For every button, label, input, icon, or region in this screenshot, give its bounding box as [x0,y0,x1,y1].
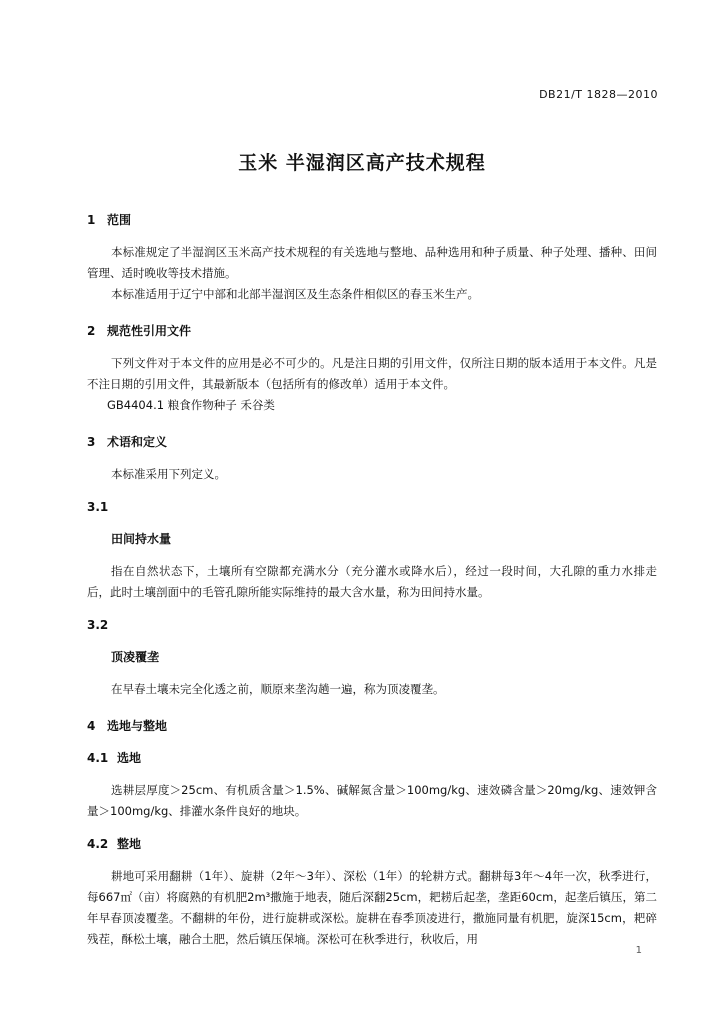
page-number: 1 [635,945,642,956]
subsection-4-2-heading [87,834,657,854]
section-number: 2 [87,324,96,338]
section-title: 规范性引用文件 [107,324,192,338]
normative-reference: GB4404.1 粮食作物种子 禾谷类 [107,398,275,412]
paragraph: 下列文件对于本文件的应用是必不可少的。凡是注日期的引用文件，仅所注日期的版本适用于本文件。凡是不注日期的引用文件，其最新版本（包括所有的修改单）适用于本文件。 [87,356,657,391]
paragraph: 本标准规定了半湿润区玉米高产技术规程的有关选地与整地、品种选用和种子质量、种子处理、播种、田间管理、适时晚收等技术措施。 [87,245,657,280]
section-2-heading [87,321,657,341]
subsection-number: 4.1 [87,751,109,765]
section-4-heading [87,716,657,736]
term-name: 顶凌覆垄 [111,650,160,664]
subsection-title: 选地 [117,751,142,765]
subsection-number: 4.2 [87,837,109,851]
section-number: 3 [87,435,96,449]
term-definition: 在早春土壤未完全化透之前，顺原来垄沟趟一遍，称为顶凌覆垄。 [111,682,445,696]
term-number: 3.1 [87,500,109,514]
section-title: 范围 [107,213,132,227]
section-number: 4 [87,719,96,733]
document-body [87,210,657,950]
term-number: 3.2 [87,618,109,632]
section-3-heading [87,432,657,452]
section-1-heading [87,210,657,230]
subsection-title: 整地 [117,837,142,851]
paragraph: 耕地可采用翻耕（1年）、旋耕（2年～3年）、深松（1年）的轮耕方式。翻耕每3年～4年一次，秋季进行，每667㎡（亩）将腐熟的有机肥2m³撒施于地表，随后深翻25cm，耙耢后起垄，垄距60cm，起垄后镇压，第二年早春顶凌覆垄。不翻耕的年份，进行旋耕或深松。旋耕在春季顶凌进行，撒施同量有机肥，旋深15cm，耙碎残茬，酥松土壤，融合土肥，然后镇压保墒。深松可在秋季进行，秋收后，用 [87,869,657,946]
paragraph: 选耕层厚度＞25cm、有机质含量＞1.5%、碱解氮含量＞100mg/kg、速效磷含量＞20mg/kg、速效钾含量＞100mg/kg、排灌水条件良好的地块。 [87,783,657,818]
subsection-4-1-heading [87,748,657,768]
term-definition: 指在自然状态下，土壤所有空隙都充满水分（充分灌水或降水后），经过一段时间，大孔隙的重力水排走后，此时土壤剖面中的毛管孔隙所能实际维持的最大含水量，称为田间持水量。 [87,564,657,599]
document-title: 玉米 半湿润区高产技术规程 [238,152,486,174]
section-title: 选地与整地 [107,719,168,733]
standard-number: DB21/T 1828—2010 [539,88,658,101]
term-name: 田间持水量 [111,532,172,546]
paragraph: 本标准适用于辽宁中部和北部半湿润区及生态条件相似区的春玉米生产。 [111,287,479,301]
paragraph: 本标准采用下列定义。 [111,467,226,481]
section-title: 术语和定义 [107,435,168,449]
section-number: 1 [87,213,96,227]
